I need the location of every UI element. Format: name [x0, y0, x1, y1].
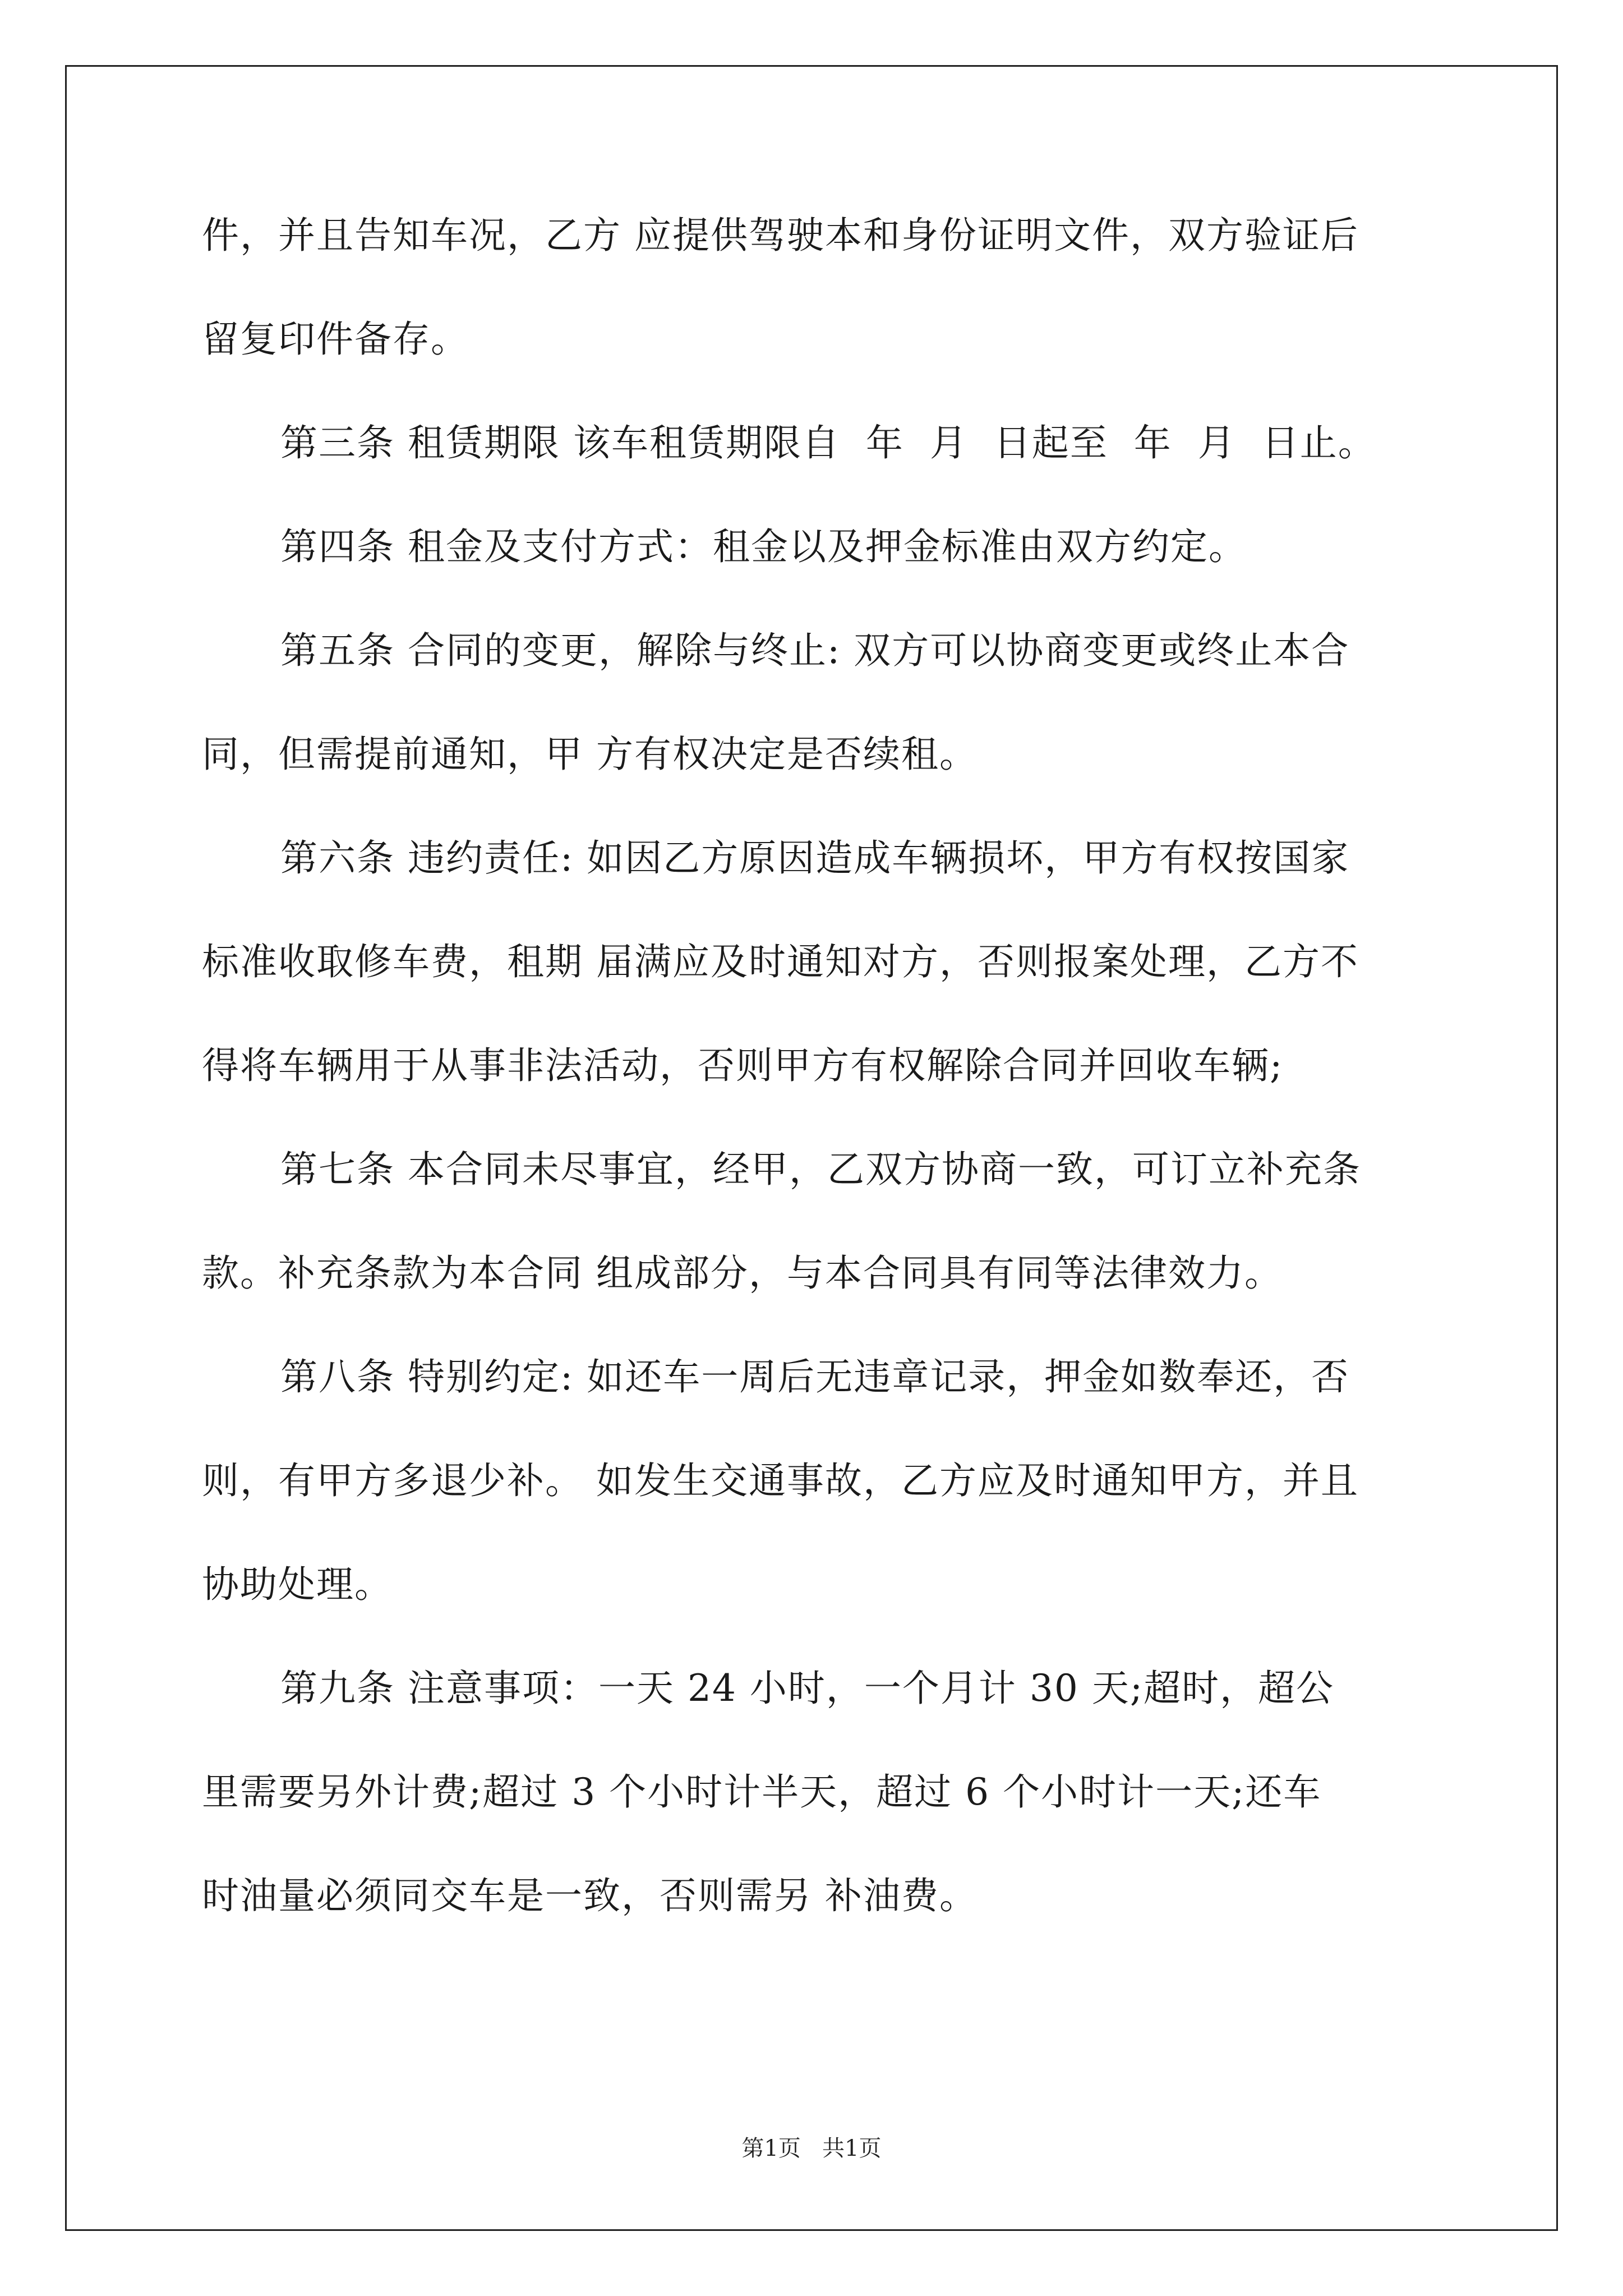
text-line: 协助处理。 — [202, 1563, 393, 1606]
page-number-footer: 第1页 共1页 — [741, 2136, 882, 2161]
text-line: 留复印件备存。 — [202, 318, 469, 361]
text-line: 得将车辆用于从事非法活动，否则甲方有权解除合同并回收车辆; — [202, 1044, 1284, 1087]
text-line: 标准收取修车费，租期 届满应及时通知对方，否则报案处理，乙方不 — [202, 940, 1359, 983]
clause-5-line: 第五条 合同的变更，解除与终止: 双方可以协商变更或终止本合 — [280, 629, 1350, 672]
text-line: 同，但需提前通知，甲 方有权决定是否续租。 — [202, 733, 978, 776]
clause-4-line: 第四条 租金及支付方式：租金以及押金标准由双方约定。 — [280, 525, 1247, 568]
clause-9-line: 第九条 注意事项：一天 24 小时，一个月计 30 天;超时，超公 — [280, 1667, 1335, 1710]
text-line: 则，有甲方多退少补。 如发生交通事故，乙方应及时通知甲方，并且 — [202, 1459, 1359, 1502]
clause-7-line: 第七条 本合同未尽事宜，经甲，乙双方协商一致，可订立补充条 — [280, 1148, 1361, 1191]
text-line: 时油量必须同交车是一致，否则需另 补油费。 — [202, 1874, 978, 1917]
text-line: 里需要另外计费;超过 3 个小时计半天，超过 6 个小时计一天;还车 — [202, 1770, 1322, 1814]
clause-3-line: 第三条 租赁期限 该车租赁期限自 年 月 日起至 年 月 日止。 — [280, 421, 1376, 464]
clause-8-line: 第八条 特别约定: 如还车一周后无违章记录，押金如数奉还，否 — [280, 1355, 1350, 1398]
clause-6-line: 第六条 违约责任: 如因乙方原因造成车辆损坏，甲方有权按国家 — [280, 836, 1350, 880]
text-line: 款。补充条款为本合同 组成部分，与本合同具有同等法律效力。 — [202, 1251, 1283, 1295]
text-line: 件，并且告知车况，乙方 应提供驾驶本和身份证明文件，双方验证后 — [202, 214, 1359, 257]
